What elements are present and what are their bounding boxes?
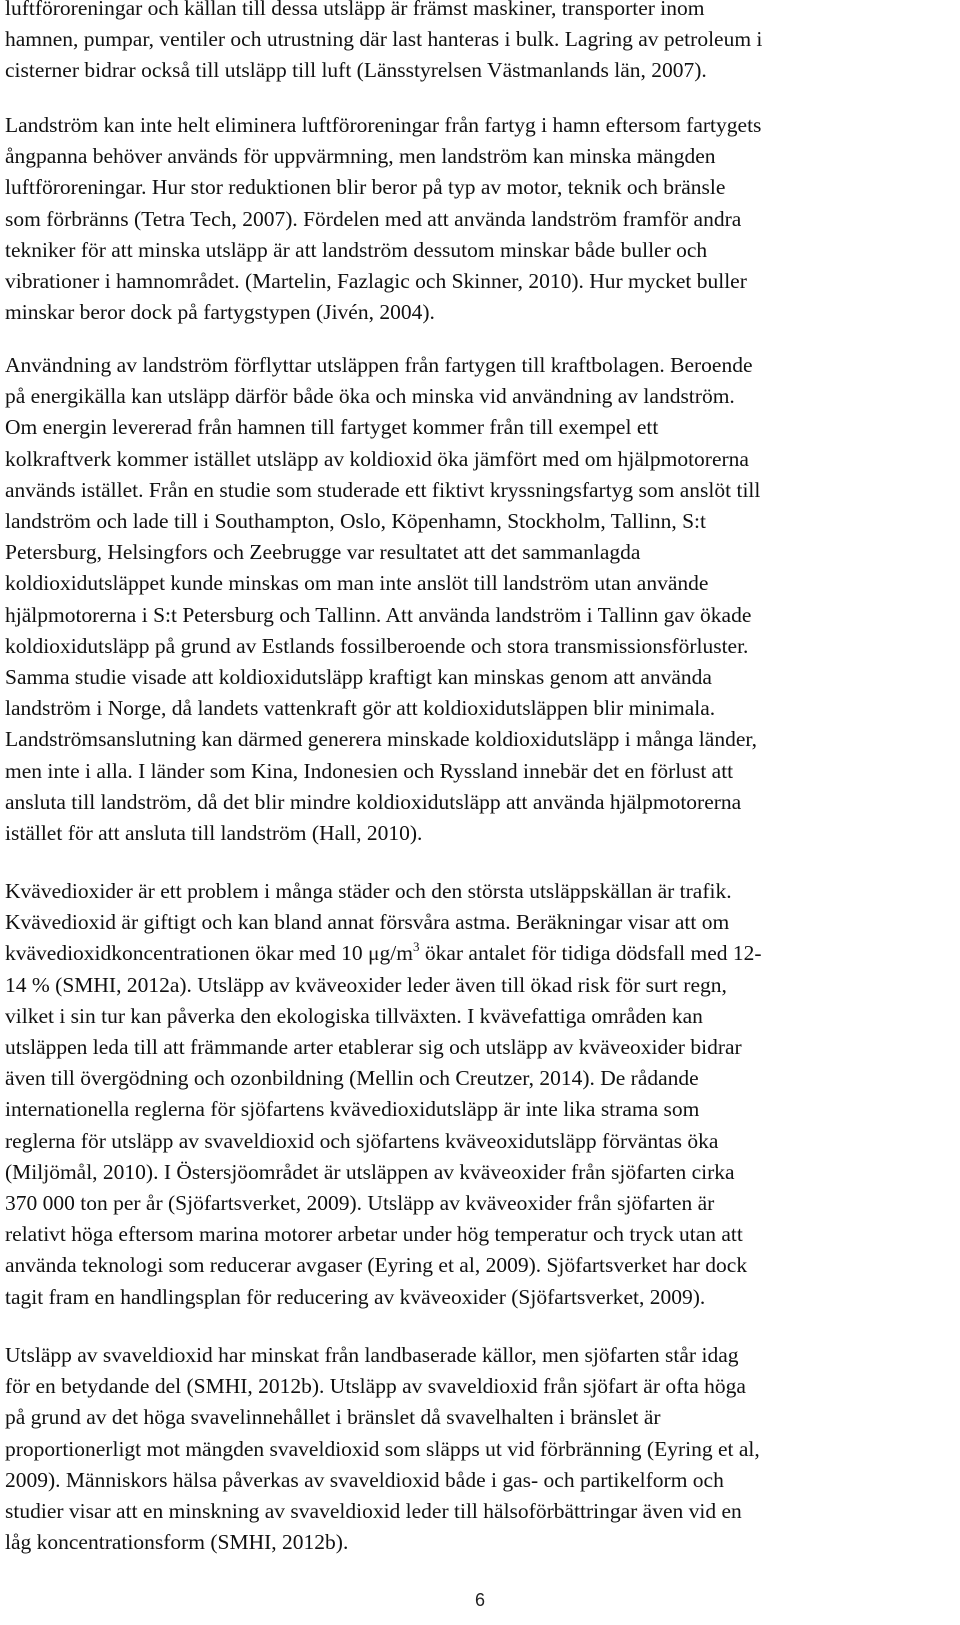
- text-line: vilket i sin tur kan påverka den ekologiska tillväxten. I kvävefattiga områden kan: [5, 1003, 703, 1028]
- paragraph-nitrogen-dioxide: [5, 876, 943, 1313]
- text-line: Kvävedioxid är giftigt och kan bland annat försvåra astma. Beräkningar visar att om: [5, 910, 730, 935]
- text-line: Landström kan inte helt eliminera luftföroreningar från fartyg i hamn eftersom fartygets: [5, 113, 762, 137]
- text-line: på energikälla kan utsläpp därför både öka och minska vid användning av landström.: [5, 384, 735, 409]
- text-line: relativt höga eftersom marina motorer arbetar under hög temperatur och tryck utan att: [5, 1222, 743, 1247]
- text-line: istället för att ansluta till landström (Hall, 2010).: [5, 821, 423, 846]
- text-line: men inte i alla. I länder som Kina, Indonesien och Ryssland innebär det en förlust att: [5, 758, 734, 783]
- text-line-with-superscript: [5, 938, 943, 969]
- text-line: 14 % (SMHI, 2012a). Utsläpp av kväveoxider leder även till ökad risk för surt regn,: [5, 972, 727, 997]
- text-line: hjälpmotorerna i S:t Petersburg och Tallinn. Att använda landström i Tallinn gav ökade: [5, 602, 752, 627]
- text-line: ångpanna behöver används för uppvärmning, men landström kan minska mängden: [5, 144, 716, 169]
- text-line: minskar beror dock på fartygstypen (Jivén, 2004).: [5, 300, 435, 325]
- text-line: reglerna för utsläpp av svaveldioxid och sjöfartens kväveoxidutsläpp förväntas öka: [5, 1128, 719, 1153]
- text-line: luftföroreningar och källan till dessa utsläpp är främst maskiner, transporter inom: [5, 0, 705, 20]
- text-line: på grund av det höga svavelinnehållet i bränslet då svavelhalten i bränslet är: [5, 1405, 661, 1430]
- text-line: utsläppen leda till att främmande arter etablerar sig och utsläpp av kväveoxider bidrar: [5, 1035, 742, 1060]
- text-line: studier visar att en minskning av svaveldioxid leder till hälsoförbättringar även vid en: [5, 1499, 742, 1524]
- text-line: internationella reglerna för sjöfartens kvävedioxidutsläpp är inte lika strama som: [5, 1097, 700, 1122]
- text-line: Kvävedioxider är ett problem i många städer och den största utsläppskällan är trafik.: [5, 879, 732, 903]
- text-line: använda teknologi som reducerar avgaser (Eyring et al, 2009). Sjöfartsverket har dock: [5, 1253, 748, 1278]
- text-line: proportionerligt mot mängden svaveldioxid som släpps ut vid förbränning (Eyring et al,: [5, 1436, 760, 1461]
- mortality-text: ökar antalet för tidiga dödsfall med 12-: [419, 941, 762, 966]
- text-line: luftföroreningar. Hur stor reduktionen blir beror på typ av motor, teknik och bränsle: [5, 175, 726, 200]
- text-line: Användning av landström förflyttar utsläppen från fartygen till kraftbolagen. Beroende: [5, 353, 753, 377]
- text-line: används istället. Från en studie som studerade ett fiktivt kryssningsfartyg som anslöt till: [5, 477, 761, 502]
- text-line: hamnen, pumpar, ventiler och utrustning där last hanteras i bulk. Lagring av petroleum i: [5, 27, 763, 52]
- text-line: Utsläpp av svaveldioxid har minskat från landbaserade källor, men sjöfarten står idag: [5, 1343, 739, 1367]
- text-line: (Miljömål, 2010). I Östersjöområdet är utsläppen av kväveoxider från sjöfarten cirka: [5, 1159, 735, 1184]
- text-line: kolkraftverk kommer istället utsläpp av koldioxid öka jämfört med om hjälpmotorerna: [5, 446, 749, 471]
- unit-superscript: 3: [412, 939, 420, 955]
- text-line: tekniker för att minska utsläpp är att landström dessutom minskar både buller och: [5, 237, 708, 262]
- text-line: 370 000 ton per år (Sjöfartsverket, 2009). Utsläpp av kväveoxider från sjöfarten är: [5, 1191, 715, 1216]
- text-line: landström i Norge, då landets vattenkraft gör att koldioxidutsläppen blir minimala.: [5, 696, 716, 721]
- text-line: koldioxidutsläppet kunde minskas om man inte anslöt till landström utan använde: [5, 571, 709, 596]
- paragraph-co2-displacement: [5, 350, 943, 849]
- text-line: Petersburg, Helsingfors och Zeebrugge var resultatet att det sammanlagda: [5, 540, 641, 565]
- paragraph-sulfur-dioxide: [5, 1340, 943, 1558]
- text-line: tagit fram en handlingsplan för reducering av kväveoxider (Sjöfartsverket, 2009).: [5, 1284, 706, 1309]
- text-line: även till övergödning och ozonbildning (Mellin och Creutzer, 2014). De rådande: [5, 1066, 699, 1091]
- concentration-text: kvävedioxidkoncentrationen ökar med 10 μg/m: [5, 941, 413, 966]
- text-line: låg koncentrationsform (SMHI, 2012b).: [5, 1530, 349, 1555]
- paragraph-shore-power-reduction: [5, 110, 943, 328]
- paragraph-air-pollution-sources: [5, 0, 943, 87]
- text-line: 2009). Människors hälsa påverkas av svaveldioxid både i gas- och partikelform och: [5, 1467, 724, 1492]
- text-line: Samma studie visade att koldioxidutsläpp kraftigt kan minskas genom att använda: [5, 665, 712, 690]
- text-line: koldioxidutsläpp på grund av Estlands fossilberoende och stora transmissionsförluster.: [5, 633, 749, 658]
- text-line: ansluta till landström, då det blir mindre koldioxidutsläpp att använda hjälpmotorerna: [5, 789, 742, 814]
- text-line: som förbränns (Tetra Tech, 2007). Fördelen med att använda landström framför andra: [5, 206, 742, 231]
- text-line: landström och lade till i Southampton, Oslo, Köpenhamn, Stockholm, Tallinn, S:t: [5, 509, 706, 534]
- text-line: för en betydande del (SMHI, 2012b). Utsläpp av svaveldioxid från sjöfart är ofta höga: [5, 1374, 746, 1399]
- text-line: vibrationer i hamnområdet. (Martelin, Fazlagic och Skinner, 2010). Hur mycket buller: [5, 269, 747, 294]
- page-number: 6: [474, 1590, 485, 1610]
- text-line: cisterner bidrar också till utsläpp till luft (Länsstyrelsen Västmanlands län, 2007).: [5, 58, 707, 83]
- text-line: Landströmsanslutning kan därmed generera minskade koldioxidutsläpp i många länder,: [5, 727, 758, 752]
- text-line: Om energin levererad från hamnen till fartyget kommer från till exempel ett: [5, 415, 659, 440]
